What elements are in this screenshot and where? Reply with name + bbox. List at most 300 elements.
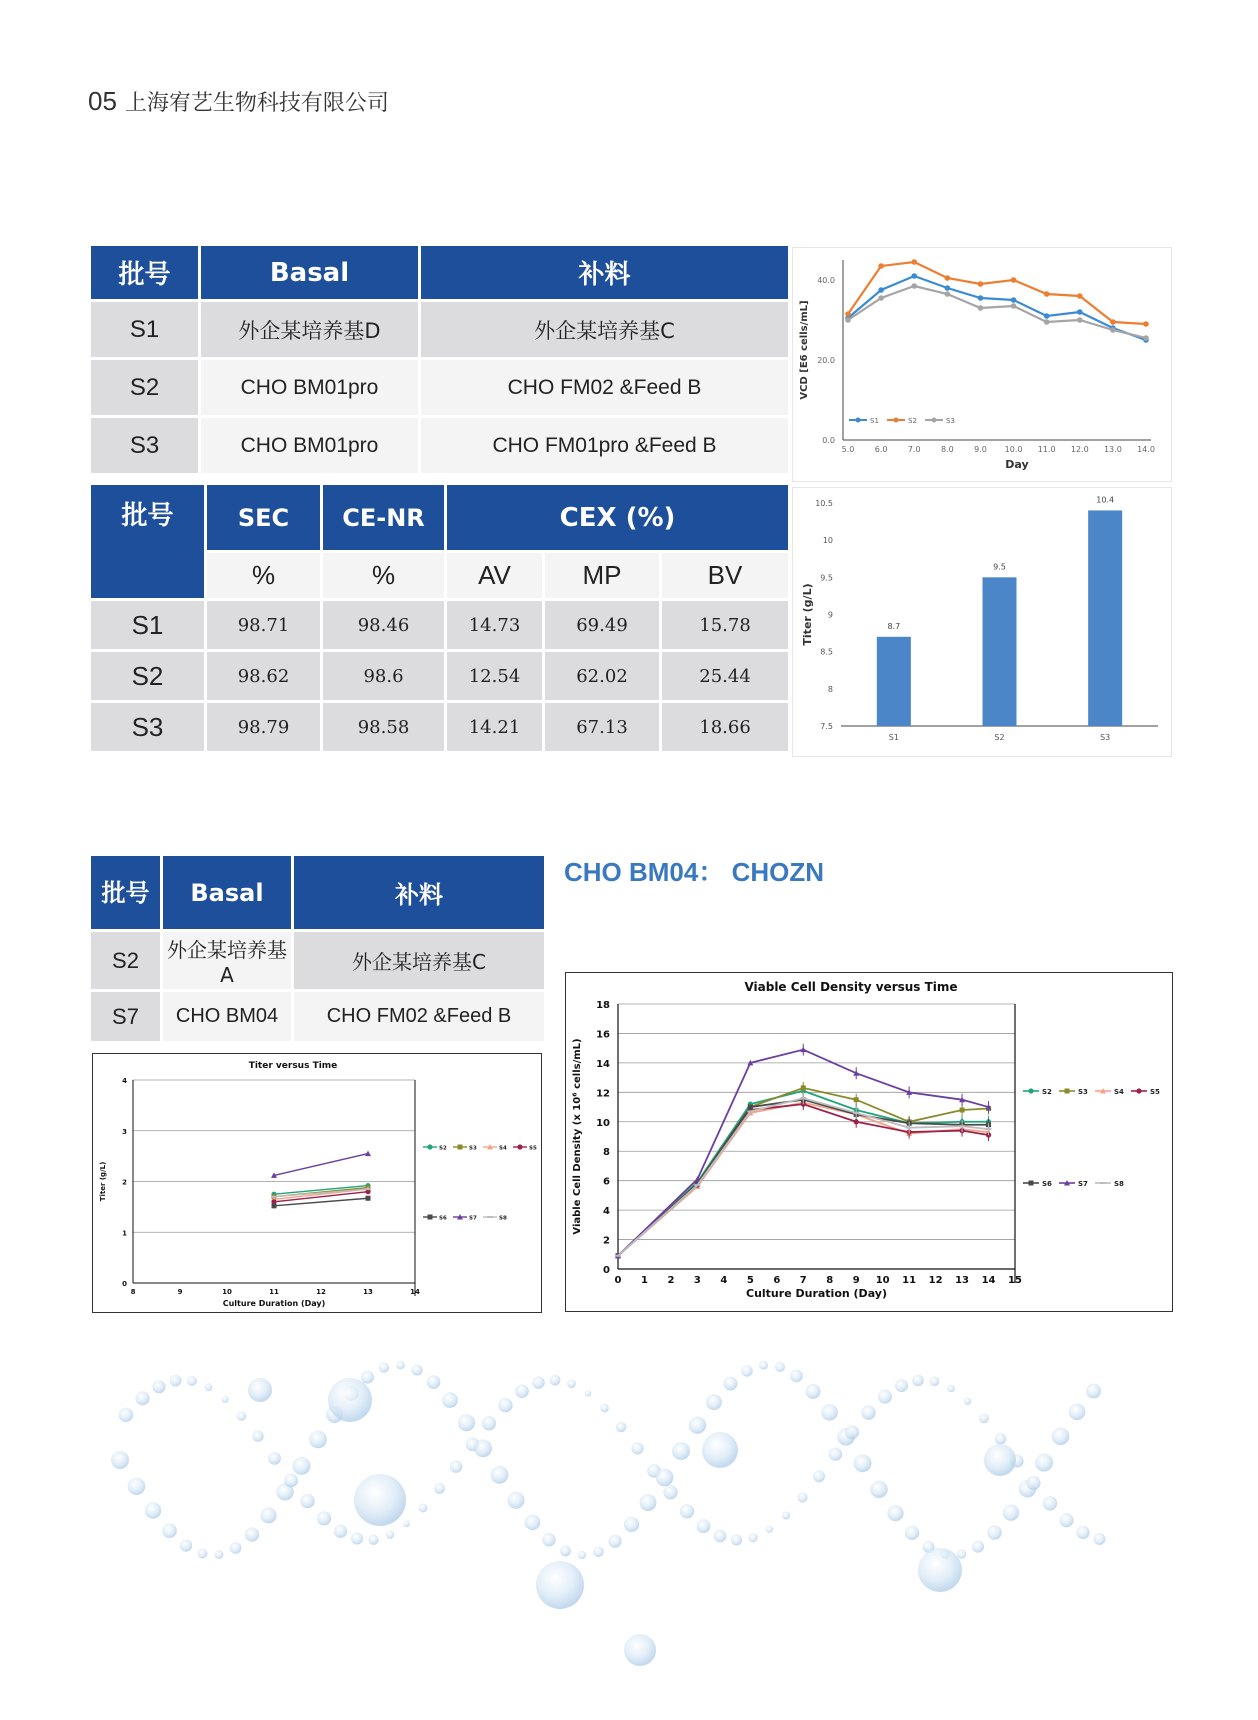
dna-bubble (507, 1492, 524, 1509)
data-point (854, 1097, 859, 1102)
dna-bubble (268, 1452, 281, 1465)
table-row (90, 417, 790, 475)
legend-label: S7 (469, 1215, 477, 1222)
x-axis-label: Day (1005, 458, 1029, 471)
batch-cell: S3 (90, 702, 206, 753)
x-tick-label: 8.0 (940, 445, 954, 454)
batch-cell: S2 (90, 931, 162, 991)
x-tick-label: 11.0 (1037, 445, 1056, 454)
data-point (1110, 327, 1116, 333)
x-tick-label: 6.0 (874, 445, 888, 454)
dna-bubble (379, 1362, 389, 1372)
dna-bubble (434, 1483, 445, 1494)
y-tick-label: 7.5 (820, 722, 833, 731)
dna-bubble (702, 1432, 738, 1468)
value-cell: 15.78 (661, 600, 790, 651)
legend-label: S2 (439, 1145, 447, 1152)
dna-bubble (731, 1534, 742, 1545)
x-tick-label: 14 (981, 1275, 996, 1286)
dna-bubble (252, 1431, 263, 1442)
dna-bubble (995, 1433, 1007, 1445)
legend-label: S5 (529, 1145, 537, 1152)
data-point (1044, 319, 1050, 325)
bar-s2 (983, 577, 1017, 726)
x-tick-label: S3 (1100, 733, 1111, 742)
legend-label: S6 (439, 1215, 447, 1222)
x-tick-label: 1 (640, 1275, 648, 1286)
basal-cell: CHO BM01pro (200, 417, 420, 475)
y-axis-label: Titer (g/L) (801, 583, 814, 646)
dna-bubble (706, 1394, 722, 1410)
dna-bubble (987, 1525, 1001, 1539)
legend-marker (856, 418, 861, 423)
header-feed: 补料 (420, 245, 790, 301)
feed-cell: 外企某培养基C (293, 931, 546, 991)
dna-bubble (912, 1375, 924, 1387)
table-row (90, 600, 790, 651)
legend-label: S8 (1114, 1180, 1124, 1188)
dna-bubble (631, 1442, 643, 1454)
data-point (911, 259, 917, 265)
header-batch: 批号 (90, 855, 162, 931)
dna-bubble (1076, 1526, 1089, 1539)
dna-bubble (972, 1541, 984, 1553)
dna-bubble (748, 1533, 757, 1542)
dna-bubble (334, 1525, 347, 1538)
data-point (365, 1151, 371, 1157)
legend-marker (427, 1144, 432, 1149)
dna-bubble (947, 1385, 954, 1392)
x-tick-label: 9 (852, 1275, 860, 1286)
batch-cell: S1 (90, 301, 200, 359)
dna-bubble (600, 1404, 609, 1413)
dna-bubble (714, 1530, 727, 1543)
x-tick-label: 4 (720, 1275, 728, 1286)
header-sec: SEC (206, 484, 322, 552)
legend-marker (1136, 1088, 1141, 1093)
dna-bubble (248, 1378, 272, 1402)
feed-cell: 外企某培养基C (420, 301, 790, 359)
data-point (911, 273, 917, 279)
x-tick-label: 12 (316, 1288, 326, 1296)
x-tick-label: 7.0 (907, 445, 921, 454)
dna-bubble (806, 1384, 821, 1399)
x-tick-label: 11 (902, 1275, 917, 1286)
series-line-s3 (618, 1088, 989, 1256)
x-tick-label: 14.0 (1137, 445, 1155, 454)
table-row (90, 359, 790, 417)
dna-bubble (403, 1520, 410, 1527)
batch-cell: S7 (90, 991, 162, 1043)
formulation-table-2 (88, 853, 547, 1044)
dna-decoration (0, 1240, 1258, 1720)
dna-bubble (260, 1507, 276, 1523)
x-tick-label: 9 (177, 1288, 183, 1296)
dna-bubble (293, 1457, 311, 1475)
data-point (801, 1085, 806, 1090)
dna-bubble (119, 1408, 133, 1422)
header-basal: Basal (200, 245, 420, 301)
y-axis-label: VCD [E6 cells/mL] (799, 300, 810, 400)
series-line-s6 (618, 1100, 989, 1256)
y-tick-label: 10 (822, 536, 833, 546)
data-point (748, 1105, 753, 1110)
dna-bubble (854, 1454, 872, 1472)
data-point (1143, 335, 1149, 341)
value-cell: 98.6 (322, 651, 446, 702)
basal-cell: 外企某培养基D (200, 301, 420, 359)
data-point (945, 285, 951, 291)
company-name: 上海宥艺生物科技有限公司 (124, 91, 389, 116)
dna-bubble (300, 1494, 314, 1508)
x-tick-label: 10 (222, 1288, 232, 1296)
y-tick-label: 4 (603, 1206, 610, 1218)
dna-bubble (145, 1502, 161, 1518)
data-point (911, 283, 917, 289)
data-point (1110, 319, 1116, 325)
dna-bubble (135, 1391, 149, 1405)
data-point (366, 1196, 371, 1201)
dna-bubble (724, 1377, 738, 1391)
dna-bubble (689, 1417, 706, 1434)
dna-bubble (697, 1519, 711, 1533)
data-label: 9.5 (993, 562, 1006, 572)
y-tick-label: 18 (596, 1000, 610, 1011)
dna-bubble (491, 1466, 509, 1484)
legend-label: S4 (499, 1145, 507, 1152)
series-line-s7 (274, 1154, 368, 1176)
dna-bubble (128, 1477, 146, 1495)
dna-bubble (536, 1561, 584, 1609)
y-tick-label: 8 (827, 684, 833, 694)
y-tick-label: 3 (122, 1127, 127, 1136)
data-label: 10.4 (1096, 495, 1115, 505)
data-point (945, 291, 951, 297)
x-tick-label: 12.0 (1070, 445, 1089, 454)
data-label: 8.7 (887, 621, 901, 631)
table-row (90, 991, 546, 1043)
data-point (1011, 297, 1017, 303)
dna-bubble (180, 1539, 192, 1551)
subheader-bv: BV (661, 552, 790, 600)
legend-label: S4 (1114, 1088, 1124, 1096)
y-tick-label: 9.5 (820, 573, 833, 583)
dna-bubble (419, 1503, 428, 1512)
header-batch: 批号 (90, 245, 200, 301)
x-tick-label: 12 (928, 1275, 943, 1286)
data-point (1077, 293, 1083, 299)
feed-cell: CHO FM01pro &Feed B (420, 417, 790, 475)
y-tick-label: 14 (596, 1058, 610, 1070)
x-tick-label: 7 (799, 1275, 807, 1286)
x-tick-label: 13.0 (1103, 445, 1122, 454)
dna-bubble (170, 1375, 182, 1387)
value-cell: 98.46 (322, 600, 446, 651)
data-point (1011, 303, 1017, 309)
x-tick-label: 8 (826, 1275, 834, 1286)
data-point (1044, 313, 1050, 319)
data-point (960, 1108, 965, 1113)
data-point (945, 275, 951, 281)
x-tick-label: 11 (269, 1288, 279, 1296)
y-tick-label: 0.0 (822, 436, 835, 445)
dna-bubble (542, 1533, 555, 1546)
x-tick-label: 2 (667, 1275, 675, 1286)
batch-cell: S3 (90, 417, 200, 475)
data-point (845, 311, 851, 317)
dna-bubble (198, 1549, 208, 1559)
value-cell: 98.62 (206, 651, 322, 702)
x-tick-label: 15 (1008, 1275, 1022, 1286)
legend-marker (458, 1145, 463, 1150)
table-row (90, 931, 546, 991)
dna-bubble (1026, 1476, 1040, 1490)
x-tick-label: 10 (875, 1275, 890, 1286)
x-tick-label: 8 (130, 1288, 136, 1296)
legend-label: S7 (1078, 1180, 1088, 1188)
dna-bubble (214, 1550, 223, 1559)
data-point (1077, 309, 1083, 315)
legend-marker (428, 1215, 433, 1220)
table-row (90, 301, 790, 359)
quality-table (88, 482, 791, 754)
y-tick-label: 0 (603, 1265, 610, 1276)
legend-label: S3 (946, 417, 955, 425)
dna-bubble (482, 1416, 496, 1430)
dna-bubble (578, 1551, 586, 1559)
y-tick-label: 16 (596, 1029, 610, 1041)
dna-bubble (741, 1365, 752, 1376)
data-point (1077, 317, 1083, 323)
data-point (1011, 277, 1017, 283)
value-cell: 12.54 (446, 651, 544, 702)
feed-cell: CHO FM02 &Feed B (293, 991, 546, 1043)
dna-bubble (237, 1411, 246, 1420)
batch-cell: S1 (90, 600, 206, 651)
x-tick-label: 13 (955, 1275, 970, 1286)
header-basal: Basal (162, 855, 293, 931)
batch-cell: S2 (90, 359, 200, 417)
dna-bubble (672, 1442, 690, 1460)
value-cell: 25.44 (661, 651, 790, 702)
dna-bubble (1003, 1505, 1019, 1521)
legend-marker (1065, 1089, 1070, 1094)
dna-bubble (396, 1361, 404, 1369)
dna-bubble (560, 1545, 571, 1556)
vcd-chart-panel (792, 247, 1172, 482)
basal-cell: 外企某培养基A (162, 931, 293, 991)
y-tick-label: 2 (603, 1235, 610, 1247)
value-cell: 62.02 (544, 651, 661, 702)
page-header (88, 86, 389, 117)
dna-bubble (640, 1494, 657, 1511)
legend-label: S5 (1150, 1088, 1160, 1096)
value-cell: 14.21 (446, 702, 544, 753)
value-cell: 67.13 (544, 702, 661, 753)
dna-bubble (351, 1532, 363, 1544)
dna-bubble (930, 1377, 940, 1387)
dna-bubble (550, 1375, 561, 1386)
dna-bubble (221, 1396, 228, 1403)
header-batch: 批号 (90, 484, 206, 600)
formulation-table-1 (88, 243, 791, 476)
dna-bubble (368, 1535, 378, 1545)
chart-title: Viable Cell Density versus Time (744, 980, 958, 994)
x-tick-label: 5 (746, 1275, 754, 1286)
section-subtitle: CHO BM04： CHOZN (564, 857, 825, 887)
legend-marker (1029, 1181, 1034, 1186)
dna-bubble (821, 1404, 838, 1421)
dna-bubble (317, 1511, 331, 1525)
y-tick-label: 1 (122, 1229, 127, 1238)
dna-bubble (1052, 1427, 1070, 1445)
y-tick-label: 2 (122, 1178, 127, 1187)
subheader-unit: % (206, 552, 322, 600)
dna-bubble (984, 1444, 1016, 1476)
vcd-line-chart (793, 248, 1171, 481)
dna-bubble (878, 1390, 892, 1404)
y-tick-label: 10 (596, 1117, 610, 1129)
dna-bubble (829, 1447, 842, 1460)
x-tick-label: 13 (363, 1288, 373, 1296)
dna-bubble (111, 1451, 129, 1469)
titer-bar-chart (793, 488, 1171, 756)
y-tick-label: 0 (122, 1280, 127, 1288)
titer-bar-chart-panel (792, 487, 1172, 757)
x-tick-label: 0 (614, 1275, 622, 1286)
legend-label: S2 (1042, 1088, 1052, 1096)
y-tick-label: 12 (596, 1088, 610, 1100)
subheader-mp: MP (544, 552, 661, 600)
dna-bubble (245, 1527, 259, 1541)
dna-bubble (593, 1546, 604, 1557)
dna-bubble (427, 1375, 441, 1389)
x-tick-label: 6 (773, 1275, 781, 1286)
dna-bubble (525, 1515, 541, 1531)
dna-bubble (458, 1414, 475, 1431)
dna-bubble (624, 1517, 639, 1532)
data-point (978, 295, 984, 301)
dna-bubble (905, 1526, 919, 1540)
table-row (90, 651, 790, 702)
x-tick-label: 10.0 (1004, 445, 1023, 454)
dna-bubble (680, 1504, 694, 1518)
dna-bubble (230, 1542, 242, 1554)
x-axis-label: Culture Duration (Day) (222, 1299, 326, 1308)
dna-bubble (284, 1473, 298, 1487)
x-tick-label: 5.0 (841, 445, 855, 454)
y-tick-label: 9 (827, 610, 833, 620)
dna-bubble (498, 1398, 512, 1412)
dna-bubble (1043, 1496, 1057, 1510)
header-cex: CEX (%) (446, 484, 790, 552)
basal-cell: CHO BM04 (162, 991, 293, 1043)
page-number: 05 (88, 86, 117, 116)
dna-bubble (797, 1492, 807, 1502)
dna-bubble (152, 1380, 165, 1393)
dna-bubble (957, 1549, 966, 1558)
basal-cell: CHO BM01pro (200, 359, 420, 417)
x-tick-label: 9.0 (974, 445, 987, 454)
data-point (878, 295, 884, 301)
dna-bubble (918, 1548, 962, 1592)
dna-bubble (887, 1505, 903, 1521)
data-point (878, 263, 884, 269)
dna-bubble (790, 1370, 803, 1383)
dna-bubble (1059, 1513, 1073, 1527)
dna-bubble (532, 1376, 544, 1388)
data-point (272, 1203, 277, 1208)
header-ce-nr: CE-NR (322, 484, 446, 552)
dna-bubble (813, 1470, 825, 1482)
dna-bubble (328, 1378, 372, 1422)
dna-bubble (608, 1535, 621, 1548)
dna-bubble (663, 1485, 677, 1499)
y-tick-label: 8.5 (820, 647, 833, 657)
dna-bubble (515, 1384, 529, 1398)
y-axis-label: Titer (g/L) (99, 1161, 107, 1202)
data-point (845, 317, 851, 323)
legend-label: S6 (1042, 1180, 1052, 1188)
dna-bubble (979, 1413, 989, 1423)
y-tick-label: 6 (603, 1176, 610, 1188)
x-tick-label: S1 (888, 733, 899, 742)
dna-bubble (759, 1361, 768, 1370)
dna-bubble (895, 1379, 908, 1392)
dna-bubble (411, 1364, 422, 1375)
y-tick-label: 10.5 (815, 499, 833, 508)
legend-label: S3 (1078, 1088, 1088, 1096)
legend-marker (1028, 1088, 1033, 1093)
legend-label: S2 (908, 417, 917, 425)
y-tick-label: 8 (603, 1147, 610, 1159)
dna-bubble (354, 1474, 406, 1526)
dna-bubble (205, 1383, 213, 1391)
series-line-s7 (618, 1050, 989, 1256)
dna-bubble (964, 1397, 972, 1405)
subheader-unit: % (322, 552, 446, 600)
dna-bubble (1035, 1454, 1053, 1472)
dna-bubble (187, 1376, 197, 1386)
chart-title: Titer versus Time (248, 1061, 338, 1071)
data-point (1143, 321, 1149, 327)
dna-bubble (386, 1531, 394, 1539)
value-cell: 98.58 (322, 702, 446, 753)
dna-bubble (442, 1392, 458, 1408)
table-row (90, 702, 790, 753)
dna-bubble (450, 1460, 463, 1473)
dna-bubble (861, 1405, 875, 1419)
data-point (878, 287, 884, 293)
value-cell: 14.73 (446, 600, 544, 651)
dna-bubble (870, 1481, 888, 1499)
x-tick-label: 3 (693, 1275, 701, 1286)
header-feed: 补料 (293, 855, 546, 931)
legend-label: S3 (469, 1145, 477, 1152)
dna-bubble (309, 1431, 327, 1449)
dna-bubble (585, 1390, 592, 1397)
dna-bubble (624, 1634, 656, 1666)
x-tick-label: 14 (410, 1288, 420, 1296)
dna-bubble (1094, 1533, 1106, 1545)
dna-bubble (162, 1523, 177, 1538)
dna-bubble (474, 1439, 492, 1457)
legend-marker (517, 1144, 522, 1149)
dna-bubble (656, 1469, 674, 1487)
value-cell: 18.66 (661, 702, 790, 753)
value-cell: 98.79 (206, 702, 322, 753)
dna-bubble (775, 1362, 785, 1372)
